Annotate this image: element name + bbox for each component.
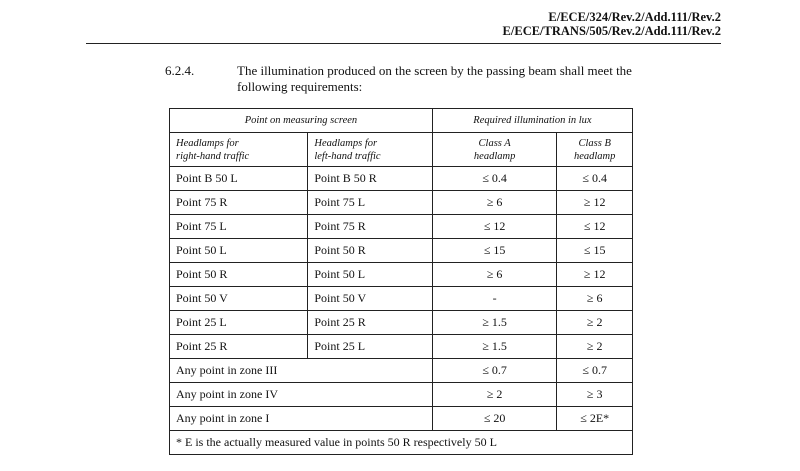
section-text: The illumination produced on the screen by the passing beam shall meet the following requirements:: [237, 63, 632, 94]
cell-class-a: ≥ 6: [432, 191, 557, 215]
cell-zone-label: Any point in zone IV: [170, 383, 433, 407]
cell-lh: Point 75 R: [308, 215, 433, 239]
cell-rh: Point 25 R: [170, 335, 308, 359]
cell-zone-label: Any point in zone III: [170, 359, 433, 383]
cell-class-a: ≤ 15: [432, 239, 557, 263]
cell-lh: Point B 50 R: [308, 167, 433, 191]
cell-rh: Point 50 V: [170, 287, 308, 311]
section-number: 6.2.4.: [165, 63, 195, 78]
cell-rh: Point B 50 L: [170, 167, 308, 191]
cell-lh: Point 25 L: [308, 335, 433, 359]
illumination-table: [169, 108, 633, 455]
cell-class-a: ≤ 12: [432, 215, 557, 239]
cell-class-a: ≤ 20: [432, 407, 557, 431]
table-row: [170, 191, 633, 215]
document-symbol-1: E/ECE/324/Rev.2/Add.111/Rev.2: [548, 10, 721, 24]
header-right-hand-traffic: Headlamps for right-hand traffic: [170, 133, 308, 167]
cell-class-b: ≥ 12: [557, 191, 633, 215]
document-symbol-2: E/ECE/TRANS/505/Rev.2/Add.111/Rev.2: [502, 24, 721, 38]
table-footnote: * E is the actually measured value in points 50 R respectively 50 L: [170, 431, 633, 455]
header-left-hand-traffic: Headlamps for left-hand traffic: [308, 133, 433, 167]
cell-lh: Point 75 L: [308, 191, 433, 215]
cell-lh: Point 50 L: [308, 263, 433, 287]
cell-class-b: ≥ 2: [557, 335, 633, 359]
cell-class-a: ≤ 0.7: [432, 359, 557, 383]
cell-class-a: -: [432, 287, 557, 311]
cell-class-b: ≤ 15: [557, 239, 633, 263]
table-row: [170, 167, 633, 191]
sub-header-row: [170, 133, 633, 167]
table-row: [170, 287, 633, 311]
cell-lh: Point 50 R: [308, 239, 433, 263]
header-point-on-screen: Point on measuring screen: [170, 109, 433, 133]
cell-class-b: ≤ 12: [557, 215, 633, 239]
zone-row: [170, 359, 633, 383]
header-class-a: Class A headlamp: [432, 133, 557, 167]
cell-class-a: ≥ 1.5: [432, 335, 557, 359]
table-row: [170, 311, 633, 335]
cell-rh: Point 75 R: [170, 191, 308, 215]
cell-rh: Point 50 L: [170, 239, 308, 263]
header-class-b: Class B headlamp: [557, 133, 633, 167]
table-row: [170, 263, 633, 287]
cell-class-b: ≤ 2E*: [557, 407, 633, 431]
table-row: [170, 239, 633, 263]
cell-class-a: ≥ 2: [432, 383, 557, 407]
zone-row: [170, 383, 633, 407]
cell-rh: Point 50 R: [170, 263, 308, 287]
cell-lh: Point 50 V: [308, 287, 433, 311]
cell-class-b: ≥ 3: [557, 383, 633, 407]
zone-row: [170, 407, 633, 431]
cell-class-a: ≥ 1.5: [432, 311, 557, 335]
cell-class-b: ≥ 6: [557, 287, 633, 311]
cell-class-b: ≥ 12: [557, 263, 633, 287]
table-row: [170, 335, 633, 359]
header-required-illumination: Required illumination in lux: [432, 109, 632, 133]
cell-class-b: ≤ 0.7: [557, 359, 633, 383]
cell-class-b: ≤ 0.4: [557, 167, 633, 191]
cell-rh: Point 75 L: [170, 215, 308, 239]
document-header: [503, 10, 721, 38]
cell-class-a: ≤ 0.4: [432, 167, 557, 191]
cell-class-a: ≥ 6: [432, 263, 557, 287]
cell-zone-label: Any point in zone I: [170, 407, 433, 431]
cell-lh: Point 25 R: [308, 311, 433, 335]
table-row: [170, 215, 633, 239]
header-rule: [86, 43, 721, 44]
cell-class-b: ≥ 2: [557, 311, 633, 335]
cell-rh: Point 25 L: [170, 311, 308, 335]
